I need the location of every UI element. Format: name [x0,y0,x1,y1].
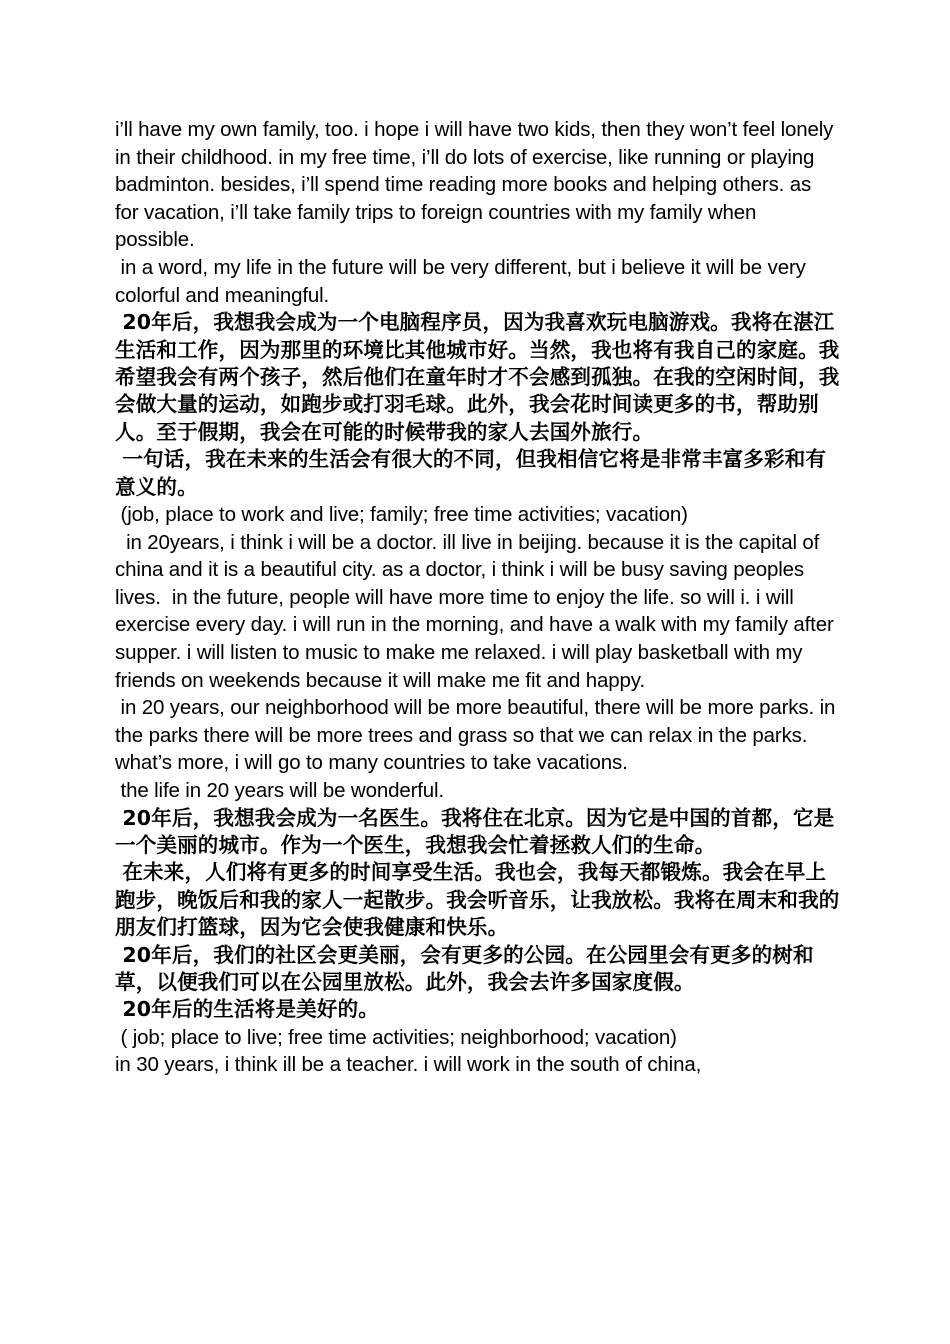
paragraph-doctor-zh: 20年后，我想我会成为一名医生。我将住在北京。因为它是中国的首都，它是一个美丽的城市。作为一个医生，我想我会忙着拯救人们的生命。 [115,805,835,857]
paragraph-family-en: i’ll have my own family, too. i hope i will have two kids, then they won’t feel lonely in their childhood. in my free time, i’ll do lots of exercise, like running or playing badminton. besides, i’ll spend time reading more books and helping others. as for vacation, i’ll take family trips to foreign countries with my family when possible. [115,118,839,252]
paragraph-conclusion-zh: 一句话，我在未来的生活会有很大的不同，但我相信它将是非常丰富多彩和有意义的。 [115,447,827,499]
paragraph-conclusion-en: in a word, my life in the future will be very different, but i believe it will be very colorful and meaningful. [115,255,812,307]
paragraph-teacher-en: in 30 years, i think ill be a teacher. i will work in the south of china, [115,1053,702,1077]
paragraph-future-zh: 在未来，人们将有更多的时间享受生活。我也会，我每天都锻炼。我会在早上跑步，晚饭后和我的家人一起散步。我会听音乐，让我放松。我将在周末和我的朋友们打篮球，因为它会使我健康和快乐。 [115,860,840,940]
prompt-topics-2: ( job; place to live; free time activities; neighborhood; vacation) [115,1025,677,1049]
paragraph-wonderful-zh: 20年后的生活将是美好的。 [115,997,379,1022]
paragraph-neighborhood-en: in 20 years, our neighborhood will be more beautiful, there will be more parks. in the parks there will be more trees and grass so that we can relax in the parks. what’s more, i will go to many countries to take vacations. [115,696,841,775]
paragraph-programmer-zh: 20年后，我想我会成为一个电脑程序员，因为我喜欢玩电脑游戏。我将在湛江生活和工作，因为那里的环境比其他城市好。当然，我也将有我自己的家庭。我希望我会有两个孩子，然后他们在童年时才不会感到孤独。在我的空闲时间，我会做大量的运动，如跑步或打羽毛球。此外，我会花时间读更多的书，帮助别人。至于假期，我会在可能的时候带我的家人去国外旅行。 [115,310,840,444]
paragraph-doctor-en: in 20years, i think i will be a doctor. ill live in beijing. because it is the capital of china and it is a beautiful city. as a doctor, i think i will be busy saving peoples lives. in the future, people will have more time to enjoy the life. so will i. i will exercise every day. i will run in the morning, and have a walk with my family after supper. i will listen to music to make me relaxed. i will play basketball with my friends on weekends because it will make me fit and happy. [115,530,840,692]
paragraph-wonderful-en: the life in 20 years will be wonderful. [115,778,445,802]
prompt-topics-1: (job, place to work and live; family; free time activities; vacation) [115,503,688,526]
paragraph-neighborhood-zh: 20年后，我们的社区会更美丽，会有更多的公园。在公园里会有更多的树和草，以便我们可以在公园里放松。此外，我会去许多国家度假。 [115,942,814,994]
document-page [115,116,840,1079]
